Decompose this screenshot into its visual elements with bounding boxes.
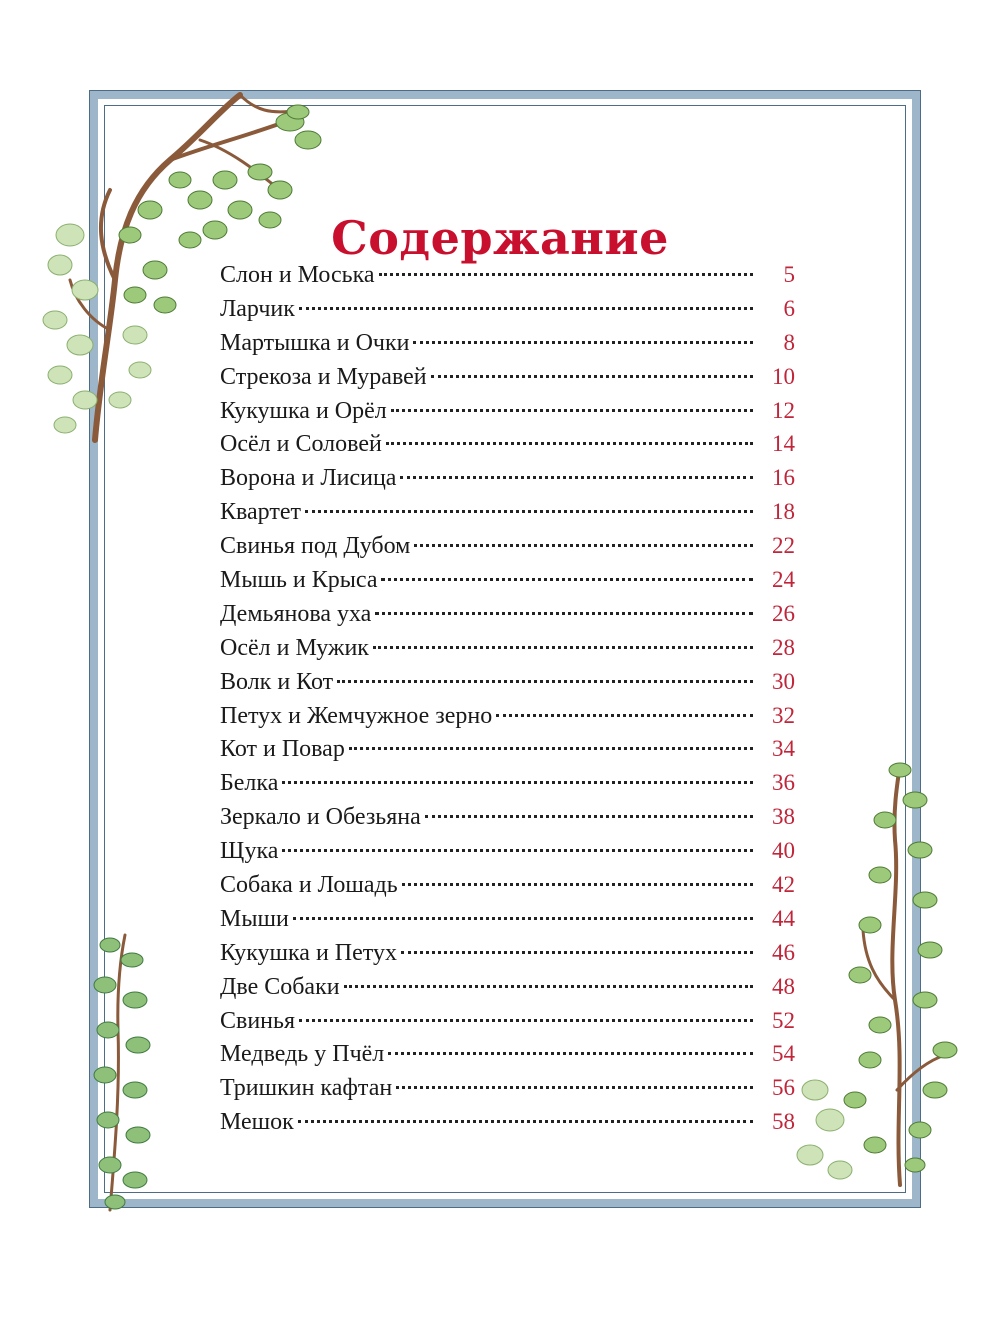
toc-entry-page-number: 12 <box>772 397 795 423</box>
toc-entry[interactable] <box>220 770 795 804</box>
toc-dot-leader <box>379 273 753 276</box>
toc-dot-leader <box>400 476 753 479</box>
toc-dot-leader <box>344 985 753 988</box>
toc-entry-title: Кот и Повар <box>220 736 345 763</box>
toc-dot-leader <box>293 917 753 920</box>
toc-entry[interactable] <box>220 431 795 465</box>
toc-dot-leader <box>413 341 753 344</box>
toc-entry-page-number: 56 <box>772 1075 795 1101</box>
toc-entry[interactable] <box>220 703 795 737</box>
toc-entry[interactable] <box>220 838 795 872</box>
toc-entry-title: Две Собаки <box>220 973 340 1000</box>
toc-entry[interactable] <box>220 364 795 398</box>
toc-entry-title: Волк и Кот <box>220 668 334 695</box>
toc-entry[interactable] <box>220 398 795 432</box>
toc-entry-page-number: 46 <box>772 939 795 965</box>
toc-entry-title: Собака и Лошадь <box>220 872 398 899</box>
toc-entry[interactable] <box>220 940 795 974</box>
toc-dot-leader <box>496 714 753 717</box>
toc-entry[interactable] <box>220 499 795 533</box>
toc-entry-title: Стрекоза и Муравей <box>220 363 427 390</box>
toc-entry[interactable] <box>220 1109 795 1143</box>
toc-entry-title: Мартышка и Очки <box>220 329 410 356</box>
toc-entry-title: Тришкин кафтан <box>220 1075 393 1102</box>
toc-entry-title: Белка <box>220 770 279 797</box>
toc-dot-leader <box>401 951 753 954</box>
toc-dot-leader <box>305 510 753 513</box>
toc-entry-title: Мешок <box>220 1109 294 1136</box>
toc-entry-page-number: 16 <box>772 465 795 491</box>
toc-entry-page-number: 58 <box>772 1109 795 1135</box>
toc-entry-title: Демьянова уха <box>220 600 372 627</box>
toc-entry-title: Осёл и Соловей <box>220 431 382 458</box>
toc-entry[interactable] <box>220 669 795 703</box>
toc-entry-title: Свинья под Дубом <box>220 533 411 560</box>
toc-dot-leader <box>349 747 753 750</box>
toc-entry-page-number: 44 <box>772 905 795 931</box>
toc-entry[interactable] <box>220 567 795 601</box>
toc-entry-page-number: 26 <box>772 600 795 626</box>
toc-dot-leader <box>298 1120 753 1123</box>
toc-dot-leader <box>299 1019 753 1022</box>
toc-entry-page-number: 38 <box>772 804 795 830</box>
toc-entry[interactable] <box>220 635 795 669</box>
toc-entry-page-number: 22 <box>772 533 795 559</box>
toc-entry[interactable] <box>220 1075 795 1109</box>
toc-entry-page-number: 10 <box>772 363 795 389</box>
toc-entry-title: Мыши <box>220 905 289 932</box>
toc-entry-page-number: 48 <box>772 973 795 999</box>
toc-entry-title: Зеркало и Обезьяна <box>220 804 421 831</box>
toc-entry-page-number: 32 <box>772 702 795 728</box>
toc-entry[interactable] <box>220 736 795 770</box>
toc-entry-title: Петух и Жемчужное зерно <box>220 702 493 729</box>
toc-dot-leader <box>381 578 753 581</box>
toc-entry-title: Ворона и Лисица <box>220 465 397 492</box>
toc-entry-title: Мышь и Крыса <box>220 567 378 594</box>
toc-dot-leader <box>431 375 753 378</box>
toc-entry-title: Квартет <box>220 499 301 526</box>
toc-entry-page-number: 30 <box>772 668 795 694</box>
toc-entry-page-number: 42 <box>772 872 795 898</box>
toc-entry-title: Медведь у Пчёл <box>220 1041 385 1068</box>
toc-entry[interactable] <box>220 1041 795 1075</box>
toc-dot-leader <box>282 849 753 852</box>
toc-dot-leader <box>373 646 753 649</box>
toc-entry[interactable] <box>220 465 795 499</box>
toc-dot-leader <box>388 1052 753 1055</box>
toc-entry-page-number: 40 <box>772 838 795 864</box>
table-of-contents <box>220 262 795 1143</box>
toc-entry-page-number: 24 <box>772 567 795 593</box>
toc-entry[interactable] <box>220 330 795 364</box>
toc-entry[interactable] <box>220 906 795 940</box>
toc-dot-leader <box>391 409 753 412</box>
toc-dot-leader <box>337 680 753 683</box>
toc-entry-title: Кукушка и Петух <box>220 939 397 966</box>
toc-entry-title: Слон и Моська <box>220 262 375 288</box>
toc-entry[interactable] <box>220 872 795 906</box>
toc-entry-page-number: 6 <box>783 295 795 321</box>
toc-entry-page-number: 8 <box>783 329 795 355</box>
toc-entry[interactable] <box>220 601 795 635</box>
toc-dot-leader <box>282 781 753 784</box>
toc-dot-leader <box>396 1086 753 1089</box>
toc-entry[interactable] <box>220 533 795 567</box>
toc-dot-leader <box>425 815 753 818</box>
toc-entry-title: Щука <box>220 838 279 865</box>
toc-entry-title: Свинья <box>220 1007 296 1034</box>
toc-entry[interactable] <box>220 974 795 1008</box>
toc-entry-page-number: 18 <box>772 499 795 525</box>
toc-entry[interactable] <box>220 1008 795 1042</box>
toc-entry-page-number: 5 <box>783 262 795 287</box>
toc-entry-page-number: 52 <box>772 1007 795 1033</box>
toc-entry[interactable] <box>220 296 795 330</box>
toc-entry-page-number: 54 <box>772 1041 795 1067</box>
toc-dot-leader <box>414 544 753 547</box>
toc-dot-leader <box>386 442 753 445</box>
toc-entry-page-number: 14 <box>772 431 795 457</box>
toc-entry[interactable] <box>220 804 795 838</box>
toc-entry-page-number: 28 <box>772 634 795 660</box>
toc-entry-page-number: 36 <box>772 770 795 796</box>
toc-entry[interactable] <box>220 262 795 296</box>
toc-dot-leader <box>402 883 753 886</box>
toc-dot-leader <box>375 612 753 615</box>
toc-entry-page-number: 34 <box>772 736 795 762</box>
toc-entry-title: Кукушка и Орёл <box>220 397 387 424</box>
toc-dot-leader <box>299 307 753 310</box>
page-title: Содержание <box>331 210 669 265</box>
toc-entry-title: Осёл и Мужик <box>220 634 369 661</box>
toc-entry-title: Ларчик <box>220 295 295 322</box>
